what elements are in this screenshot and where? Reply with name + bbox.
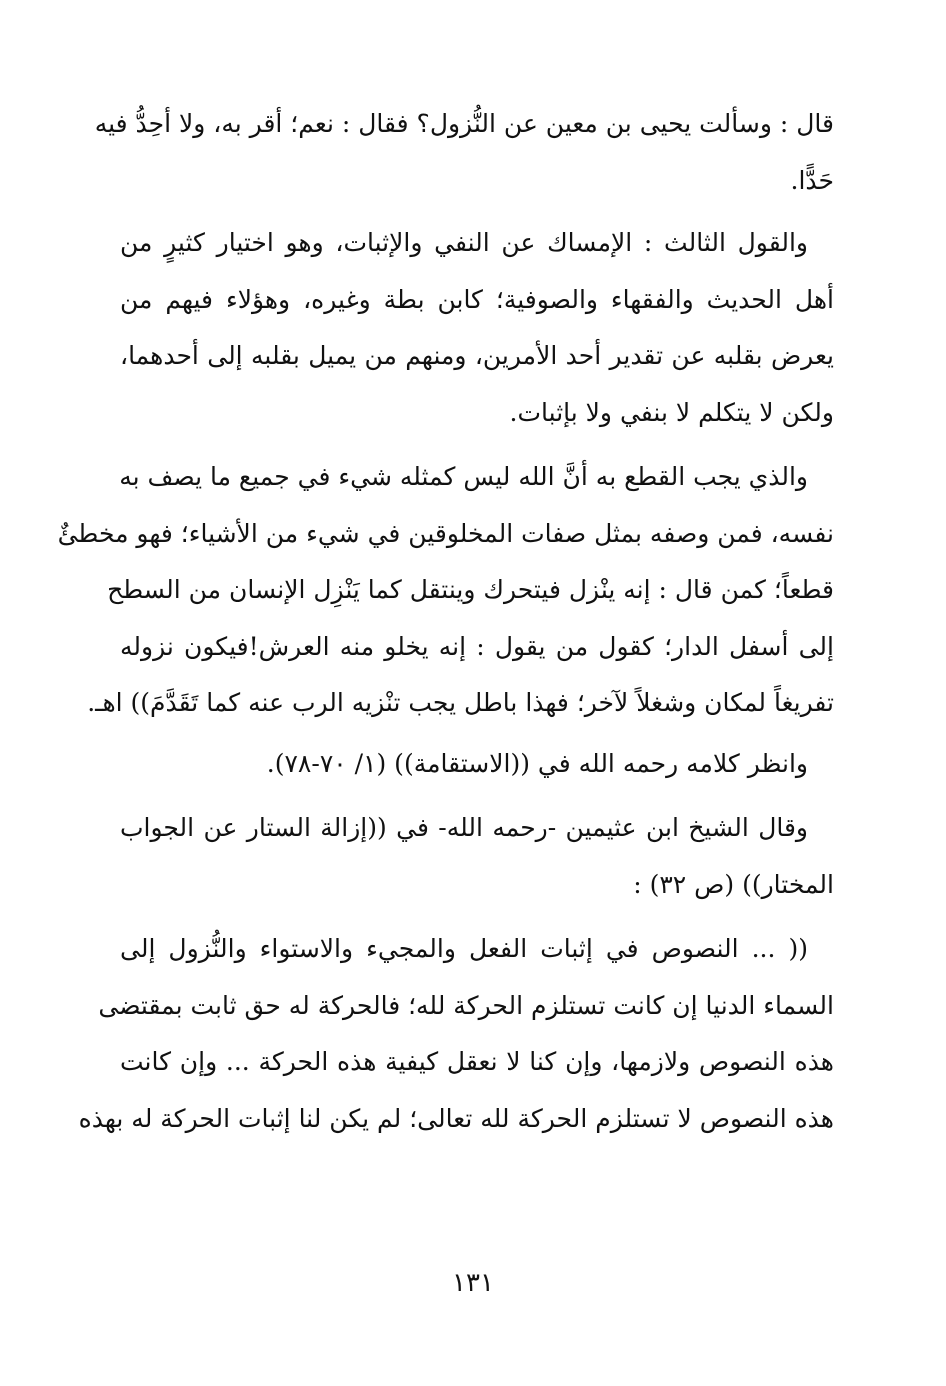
text-line: المختار)) (ص ٣٢) : bbox=[633, 869, 834, 899]
text-line: هذه النصوص لا تستلزم الحركة لله تعالى؛ لم يكن لنا إثبات الحركة له بهذه bbox=[78, 1103, 834, 1133]
page-body bbox=[57, 96, 834, 1147]
text-line: تفريغاً لمكان وشغلاً لآخر؛ فهذا باطل يجب تنْزيه الرب عنه كما تَقَدَّمَ)) اهـ. bbox=[87, 688, 834, 717]
paragraph bbox=[57, 449, 834, 732]
text-line: قطعاً؛ كمن قال : إنه ينْزل فيتحرك وينتقل كما يَنْزِل الإنسان من السطح bbox=[107, 575, 834, 604]
text-line: نفسه، فمن وصفه بمثل صفات المخلوقين في شيء من الأشياء؛ فهو مخطئٌ bbox=[57, 518, 834, 548]
text-line: والذي يجب القطع به أنَّ الله ليس كمثله شيء في جميع ما يصف به bbox=[119, 462, 808, 491]
quote-paragraph bbox=[78, 921, 834, 1147]
text-line: إلى أسفل الدار؛ كقول من يقول : إنه يخلو منه العرش!فيكون نزوله bbox=[120, 631, 834, 661]
paragraph bbox=[120, 215, 834, 441]
text-line: والقول الثالث : الإمساك عن النفي والإثبات، وهو اختيار كثيرٍ من bbox=[120, 228, 808, 257]
paragraph bbox=[120, 800, 834, 913]
text-line: حَدًّا. bbox=[790, 165, 834, 195]
text-line: يعرض بقلبه عن تقدير أحد الأمرين، ومنهم من يميل بقلبه إلى أحدهما، bbox=[120, 341, 834, 370]
text-line: (( ... النصوص في إثبات الفعل والمجيء والاستواء والنُّزول إلى bbox=[120, 934, 808, 963]
text-line: السماء الدنيا إن كانت تستلزم الحركة لله؛ فالحركة له حق ثابت بمقتضى bbox=[98, 990, 834, 1020]
page-number: ١٣١ bbox=[452, 1268, 494, 1298]
text-line: قال : وسألت يحيى بن معين عن النُّزول؟ فقال : نعم؛ أقر به، ولا أحِدُّ فيه bbox=[94, 109, 834, 138]
paragraph bbox=[120, 736, 834, 793]
paragraph bbox=[94, 96, 834, 209]
text-line: وانظر كلامه رحمه الله في ((الاستقامة)) (١/ ٧٠-٧٨). bbox=[266, 748, 808, 778]
text-line: هذه النصوص ولازمها، وإن كنا لا نعقل كيفية هذه الحركة ... وإن كانت bbox=[120, 1047, 834, 1076]
text-line: وقال الشيخ ابن عثيمين -رحمه الله- في ((إزالة الستار عن الجواب bbox=[120, 813, 808, 842]
text-line: أهل الحديث والفقهاء والصوفية؛ كابن بطة وغيره، وهؤلاء فيهم من bbox=[120, 284, 834, 314]
text-line: ولكن لا يتكلم لا بنفي ولا بإثبات. bbox=[509, 397, 834, 427]
